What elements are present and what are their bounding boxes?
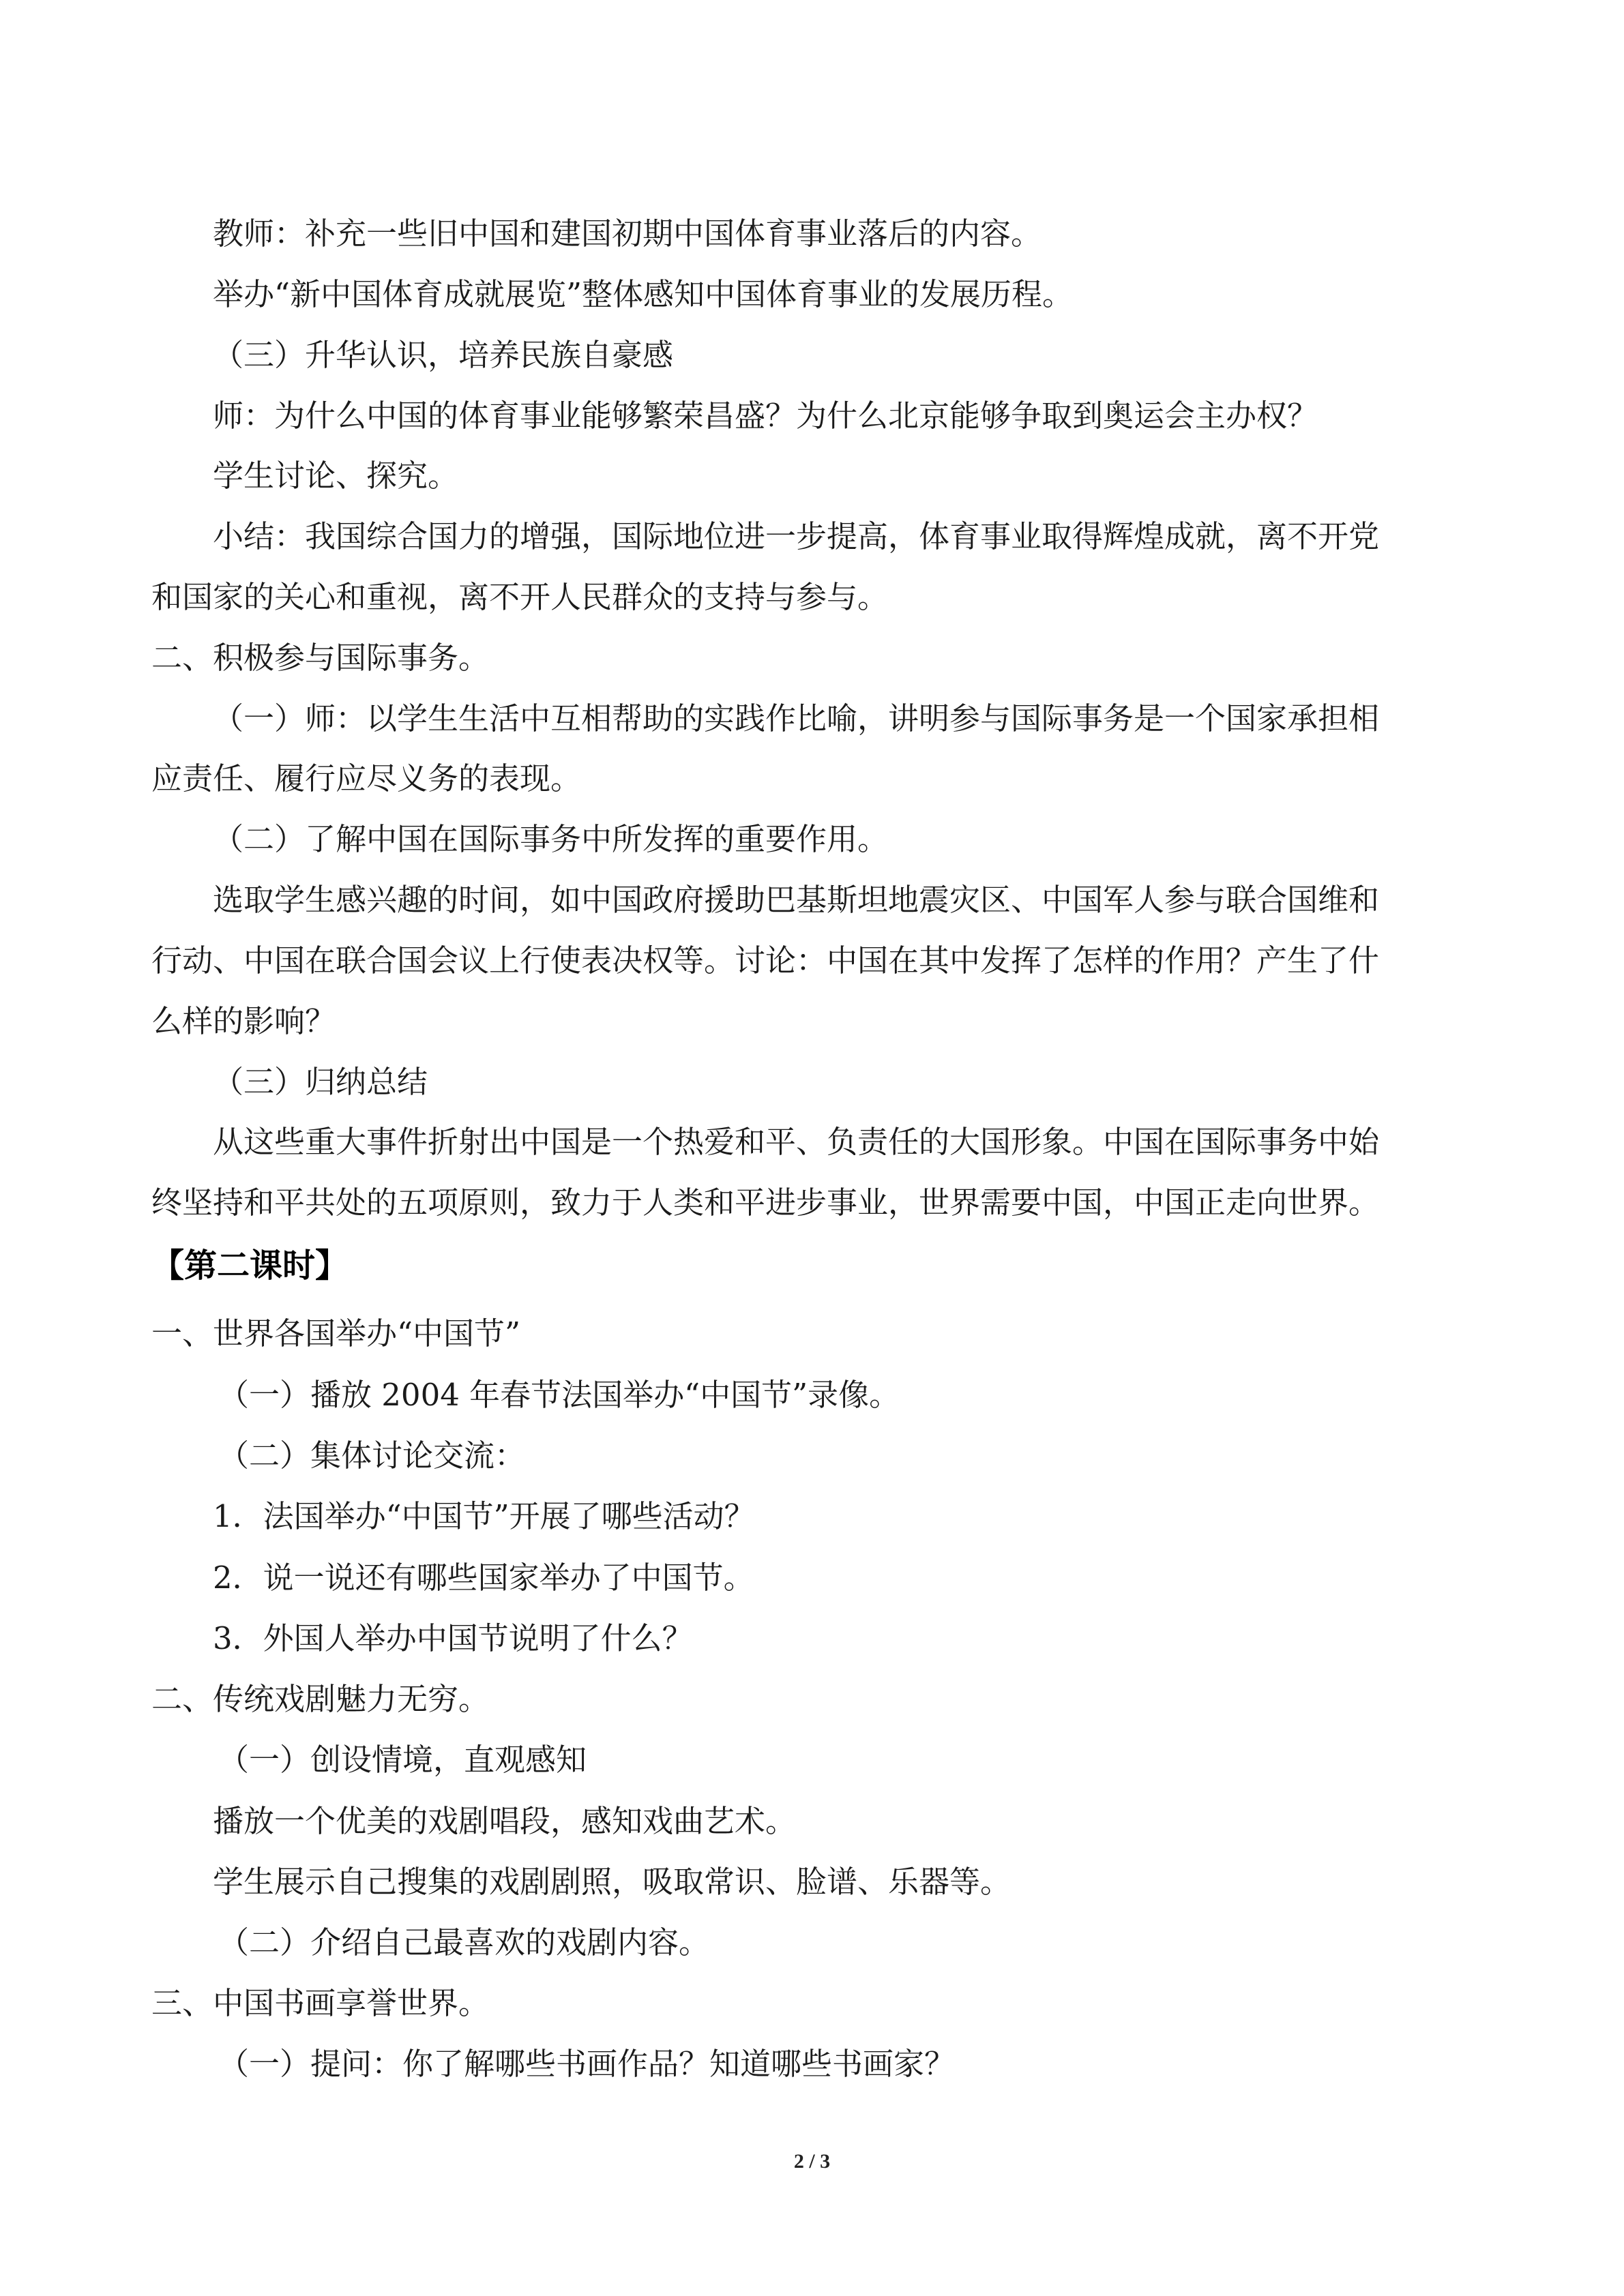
paragraph-line: 教师：补充一些旧中国和建国初期中国体育事业落后的内容。 <box>213 215 1042 252</box>
paragraph-line: 终坚持和平共处的五项原则，致力于人类和平进步事业，世界需要中国，中国正走向世界。 <box>151 1184 1380 1221</box>
paragraph-line: （三）归纳总结 <box>213 1064 428 1100</box>
paragraph-line: （一）提问：你了解哪些书画作品？知道哪些书画家？ <box>218 2046 956 2082</box>
paragraph-line: （二）了解中国在国际事务中所发挥的重要作用。 <box>213 821 889 857</box>
paragraph-line: 选取学生感兴趣的时间，如中国政府援助巴基斯坦地震灾区、中国军人参与联合国维和 <box>213 882 1380 918</box>
list-item: 2．说一说还有哪些国家举办了中国节。 <box>213 1560 754 1596</box>
paragraph-line: 么样的影响？ <box>151 1003 336 1039</box>
page-number: 2 / 3 <box>793 2150 831 2173</box>
paragraph-line: 小结：我国综合国力的增强，国际地位进一步提高，体育事业取得辉煌成就，离不开党 <box>213 518 1380 554</box>
section-heading-line: 三、中国书画享誉世界。 <box>151 1985 490 2021</box>
paragraph-line: 应责任、履行应尽义务的表现。 <box>151 760 582 796</box>
paragraph-line: （三）升华认识，培养民族自豪感 <box>213 337 674 373</box>
paragraph-line: （一）播放 2004 年春节法国举办“中国节”录像。 <box>218 1377 900 1413</box>
section-heading-line: 二、传统戏剧魅力无穷。 <box>151 1681 490 1717</box>
paragraph-line: （一）创设情境，直观感知 <box>218 1742 587 1778</box>
paragraph-line: 播放一个优美的戏剧唱段，感知戏曲艺术。 <box>213 1803 797 1839</box>
paragraph-line: （一）师：以学生生活中互相帮助的实践作比喻，讲明参与国际事务是一个国家承担相 <box>213 700 1380 736</box>
paragraph-line: 学生讨论、探究。 <box>213 458 459 494</box>
paragraph-line: （二）集体讨论交流： <box>218 1437 526 1474</box>
paragraph-line: 从这些重大事件折射出中国是一个热爱和平、负责任的大国形象。中国在国际事务中始 <box>213 1124 1380 1160</box>
paragraph-line: 和国家的关心和重视，离不开人民群众的支持与参与。 <box>151 579 889 615</box>
paragraph-line: 举办“新中国体育成就展览”整体感知中国体育事业的发展历程。 <box>213 276 1074 312</box>
list-item: 3．外国人举办中国节说明了什么？ <box>213 1620 693 1656</box>
section-heading-line: 二、积极参与国际事务。 <box>151 640 490 676</box>
list-item: 1．法国举办“中国节”开展了哪些活动？ <box>213 1498 755 1534</box>
paragraph-line: 学生展示自己搜集的戏剧剧照，吸取常识、脸谱、乐器等。 <box>213 1864 1012 1900</box>
paragraph-line: （二）介绍自己最喜欢的戏剧内容。 <box>218 1924 710 1960</box>
section-heading-line: 一、世界各国举办“中国节” <box>151 1315 521 1352</box>
lesson-heading: 【第二课时】 <box>151 1247 349 1285</box>
paragraph-line: 师：为什么中国的体育事业能够繁荣昌盛？为什么北京能够争取到奥运会主办权？ <box>213 398 1318 434</box>
paragraph-line: 行动、中国在联合国会议上行使表决权等。讨论：中国在其中发挥了怎样的作用？产生了什 <box>151 942 1380 979</box>
